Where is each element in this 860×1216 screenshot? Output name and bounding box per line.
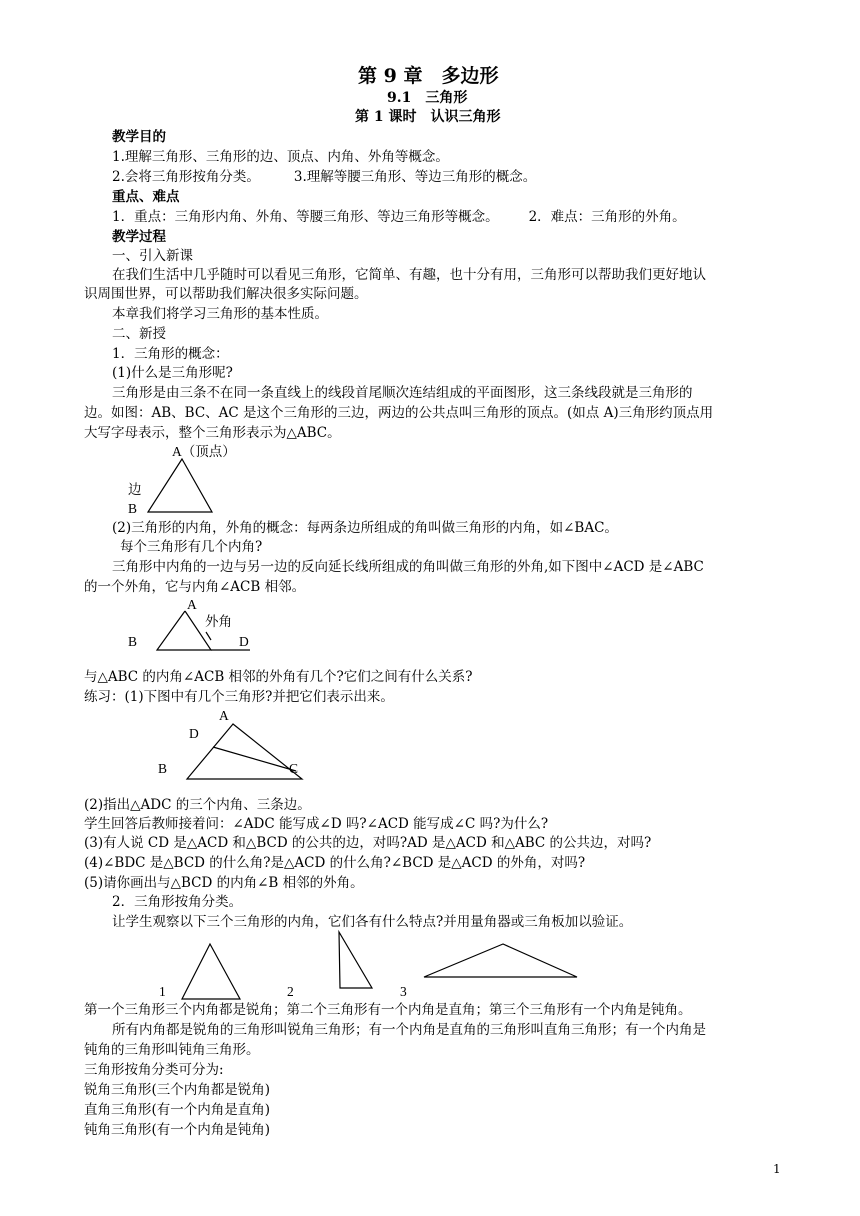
exercise-2: (2)指出△ADC 的三个内角、三条边。 [84,797,311,813]
chapter-title: 第 9 章 多边形 [358,65,499,87]
classification-heading: 2．三角形按角分类。 [112,894,243,910]
fig2-vertex-b-label: B [128,634,138,649]
question-2: (2)三角形的内角，外角的概念：每两条边所组成的角叫做三角形的内角，如∠BAC。 [112,520,618,536]
fig3-apex-label: A [219,708,229,723]
question-1: (1)什么是三角形呢? [112,365,233,381]
classification-intro: 让学生观察以下三个三角形的内角，它们各有什么特点?并用量角器或三角板加以验证。 [112,914,633,930]
lesson-title: 第 1 课时 认识三角形 [355,109,501,125]
difficulty-point: 2．难点：三角形的外角。 [528,209,686,225]
exterior-def-line1: 三角形中内角的一边与另一边的反向延长线所组成的角叫做三角形的外角,如下图中∠ACD 是∠ABC [112,559,704,575]
fig2-apex-label: A [187,597,197,612]
figure4-obtuse-triangle [424,944,577,977]
page-number: 1 [773,1162,781,1176]
fig3-d-label: D [189,726,199,741]
fig3-c-label: C [289,761,299,776]
key-point: 1．重点：三角形内角、外角、等腰三角形、等边三角形等概念。 [112,209,499,225]
fig2-vertex-d-label: D [239,634,249,649]
new-lesson-heading: 二、新授 [112,326,166,342]
classification-def-line2: 钝角的三角形叫钝角三角形。 [84,1042,260,1058]
exercise-3: (3)有人说 CD 是△ACD 和△BCD 的公共的边，对吗?AD 是△ACD 和△ABC 的公共边，对吗? [84,835,652,851]
classification-obtuse: 钝角三角形(有一个内角是钝角) [84,1122,271,1138]
question-2b: 每个三角形有几个内角? [120,539,263,555]
figure2-exterior-angle [157,611,250,650]
fig1-apex-label: A（顶点） [172,444,236,459]
figure4-acute-triangle [182,944,240,999]
classification-right: 直角三角形(有一个内角是直角) [84,1102,271,1118]
exterior-question: 与△ABC 的内角∠ACB 相邻的外角有几个?它们之间有什么关系? [84,669,473,685]
classification-list-heading: 三角形按角分类可分为: [84,1062,224,1078]
goals-heading: 教学目的 [112,129,166,145]
fig1-side-label: 边 [128,482,142,497]
intro-heading: 一、引入新课 [112,248,193,264]
fig2-exterior-angle-label: 外角 [205,614,232,629]
process-heading: 教学过程 [112,229,166,245]
classification-def-line1: 所有内角都是锐角的三角形叫锐角三角形；有一个内角是直角的三角形叫直角三角形；有一个内角是 [112,1022,706,1038]
figure3-triangle-with-cevian [187,724,302,779]
figure1-triangle [148,459,212,512]
classification-acute: 锐角三角形(三个内角都是锐角) [84,1082,271,1098]
definition-line1: 三角形是由三条不在同一条直线上的线段首尾顺次连结组成的平面图形，这三条线段就是三角形的 [112,385,693,401]
classification-observation: 第一个三角形三个内角都是锐角；第二个三角形有一个内角是直角；第三个三角形有一个内角是钝角。 [84,1002,692,1018]
concept-heading: 1．三角形的概念： [112,346,229,362]
figure4-right-triangle [339,932,372,988]
section-title: 9.1 三角形 [387,90,468,106]
definition-line2: 边。如图：AB、BC、AC 是这个三角形的三边，两边的公共点叫三角形的顶点。(如点 A)三角形约顶点用 [84,405,714,421]
exterior-def-line2: 的一个外角，它与内角∠ACB 相邻。 [84,579,306,595]
intro-paragraph-2: 本章我们将学习三角形的基本性质。 [112,306,328,322]
intro-paragraph-line1: 在我们生活中几乎随时可以看见三角形，它简单、有趣，也十分有用，三角形可以帮助我们更好地认 [112,267,706,283]
definition-line3: 大写字母表示，整个三角形表示为△ABC。 [84,425,341,441]
fig1-vertex-b-label: B [128,501,138,516]
goal-item-2: 2.会将三角形按角分类。 [112,169,260,185]
fig4-number-1: 1 [159,984,166,999]
keypoints-heading: 重点、难点 [112,189,180,205]
goal-item-1: 1.理解三角形、三角形的边、顶点、内角、外角等概念。 [112,149,449,165]
exercise-2b: 学生回答后教师接着问：∠ADC 能写成∠D 吗?∠ACD 能写成∠C 吗?为什么? [84,816,549,832]
exercise-5: (5)请你画出与△BCD 的内角∠B 相邻的外角。 [84,875,364,891]
fig3-b-label: B [158,761,168,776]
exercise-1: 练习：(1)下图中有几个三角形?并把它们表示出来。 [84,689,394,705]
fig4-number-3: 3 [400,984,407,999]
fig4-number-2: 2 [287,984,294,999]
intro-paragraph-line2: 识周围世界，可以帮助我们解决很多实际问题。 [84,286,368,302]
goal-item-3: 3.理解等腰三角形、等边三角形的概念。 [293,169,537,185]
exercise-4: (4)∠BDC 是△BCD 的什么角?是△ACD 的什么角?∠BCD 是△ACD 的外角，对吗? [84,855,586,871]
